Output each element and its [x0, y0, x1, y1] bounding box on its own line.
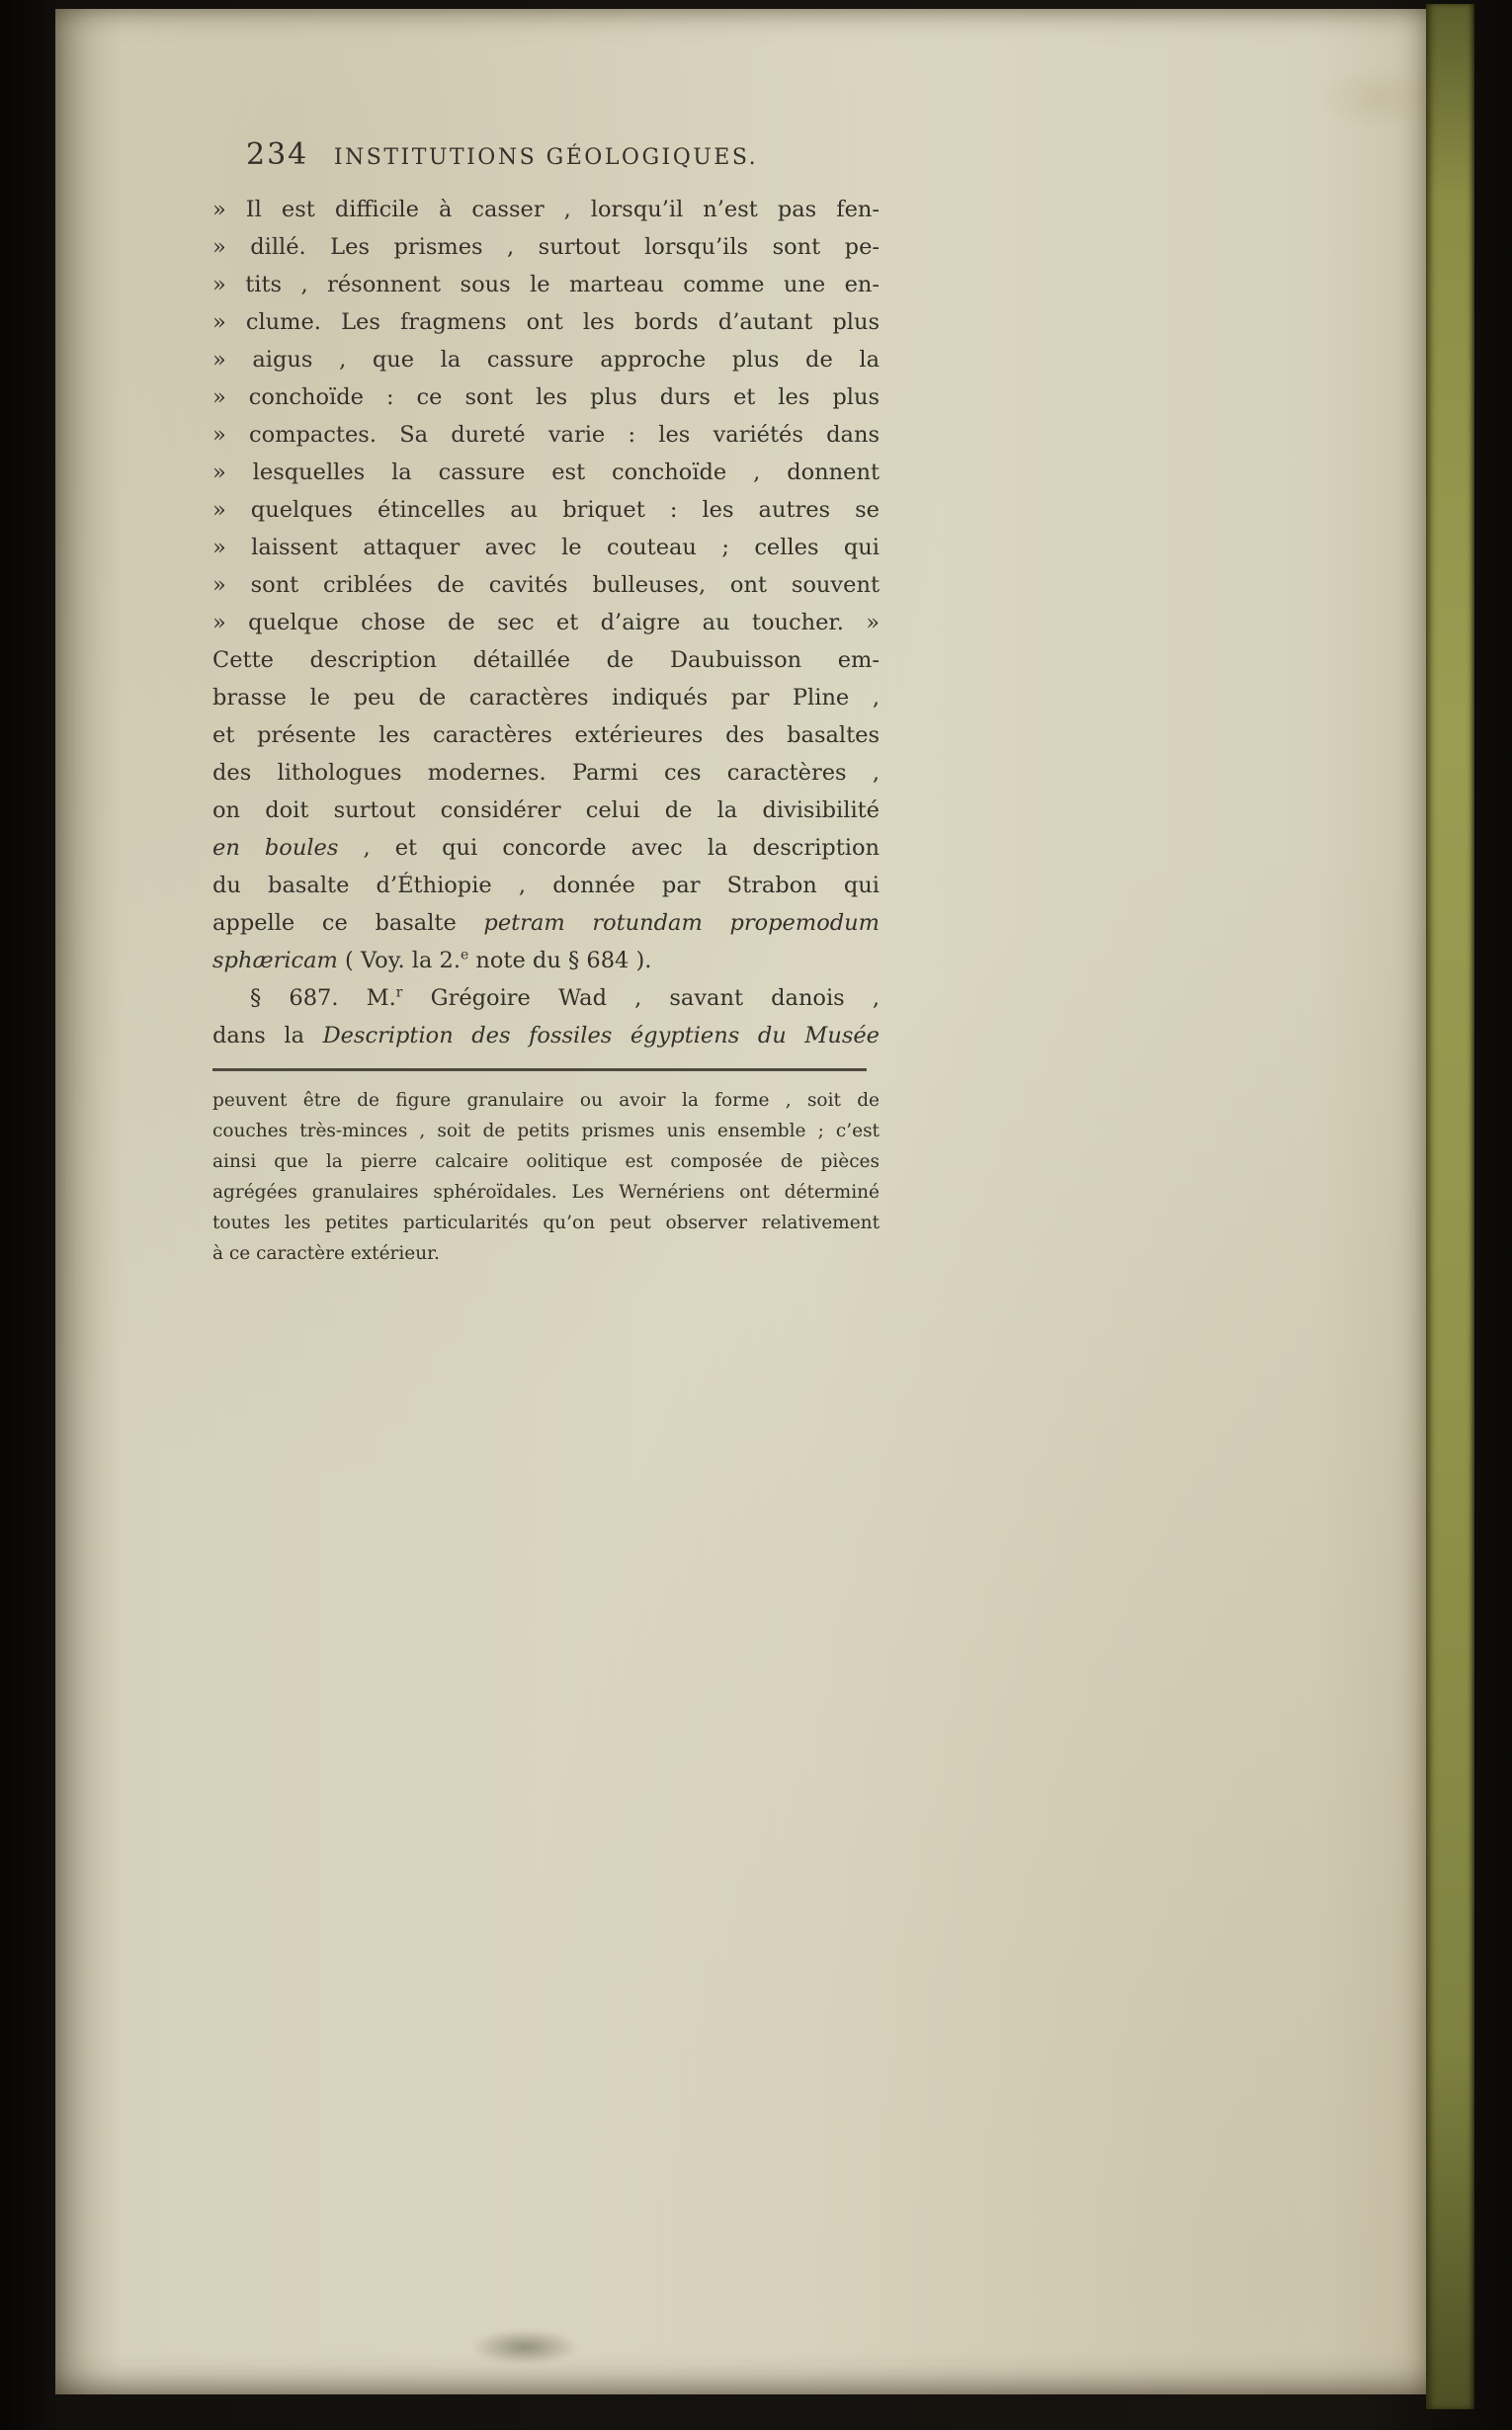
text-line	[212, 1208, 880, 1238]
text-segment: » conchoïde : ce sont les plus durs et les plus	[212, 384, 880, 410]
text-line	[212, 867, 880, 904]
text-segment: e	[460, 947, 469, 964]
footnote-separator-rule	[212, 1068, 867, 1071]
text-segment: on doit surtout considérer celui de la divisibilité	[212, 797, 880, 823]
text-segment: ( Voy. la 2.	[337, 948, 461, 973]
text-segment: des lithologues modernes. Parmi ces caractères ,	[212, 760, 880, 786]
text-segment: » lesquelles la cassure est conchoïde , donnent	[212, 460, 880, 485]
text-line	[212, 604, 880, 641]
text-segment: » quelque chose de sec et d’aigre au toucher. »	[212, 610, 880, 635]
text-segment: brasse le peu de caractères indiqués par Pline ,	[212, 685, 880, 711]
text-line	[212, 716, 880, 754]
text-segment: ainsi que la pierre calcaire oolitique est composée de pièces	[212, 1151, 880, 1172]
text-line	[212, 1116, 880, 1146]
text-line	[212, 979, 880, 1017]
text-line	[212, 1085, 880, 1116]
text-segment: , et qui concorde avec la description	[338, 835, 880, 861]
italic-text-segment: sphæricam	[212, 948, 338, 973]
text-segment: appelle ce basalte	[212, 910, 484, 936]
text-line	[212, 191, 880, 228]
text-line	[212, 1238, 880, 1269]
text-line	[212, 679, 880, 716]
text-line	[212, 829, 880, 867]
text-line	[212, 792, 880, 829]
text-line	[212, 378, 880, 416]
text-line	[212, 566, 880, 604]
text-segment: à ce caractère extérieur.	[212, 1243, 440, 1264]
text-segment: » clume. Les fragmens ont les bords d’autant plus	[212, 309, 880, 335]
text-line	[212, 904, 880, 942]
italic-text-segment: petram rotundam propemodum	[483, 910, 880, 936]
italic-text-segment: en boules	[212, 835, 339, 861]
footnote-text	[212, 1085, 880, 1269]
text-segment: Cette description détaillée de Daubuisson em-	[212, 647, 880, 673]
text-line	[212, 942, 880, 979]
text-segment: » quelques étincelles au briquet : les autres se	[212, 497, 880, 523]
book-page	[55, 9, 1426, 2394]
text-segment: » laissent attaquer avec le couteau ; celles qui	[212, 535, 880, 560]
paper-stain	[1320, 68, 1439, 127]
text-segment: » sont criblées de cavités bulleuses, ont souvent	[212, 572, 880, 598]
text-line	[212, 416, 880, 454]
text-segment: dans la	[212, 1023, 323, 1048]
text-line	[212, 1017, 880, 1054]
page-number: 234	[246, 137, 309, 172]
text-line	[212, 454, 880, 491]
text-segment: agrégées granulaires sphéroïdales. Les Wernériens ont déterminé	[212, 1182, 880, 1203]
text-segment: Grégoire Wad , savant danois ,	[402, 985, 880, 1011]
text-segment: note du § 684 ).	[468, 948, 652, 973]
book-page-edges-strip	[1426, 4, 1474, 2409]
text-segment: § 687. M.	[250, 985, 396, 1011]
text-line	[212, 228, 880, 266]
smudge-mark	[470, 2329, 579, 2365]
text-segment: toutes les petites particularités qu’on peut observer relativement	[212, 1213, 880, 1233]
running-title: INSTITUTIONS GÉOLOGIQUES.	[333, 145, 759, 170]
text-segment: » aigus , que la cassure approche plus de la	[212, 347, 880, 373]
page-header	[212, 137, 880, 181]
text-line	[212, 341, 880, 378]
text-segment: » dillé. Les prismes , surtout lorsqu’ils sont pe-	[212, 234, 880, 260]
text-line	[212, 303, 880, 341]
body-text	[212, 191, 880, 1054]
text-segment: » tits , résonnent sous le marteau comme une en-	[212, 272, 880, 297]
text-line	[212, 491, 880, 529]
text-segment: du basalte d’Éthiopie , donnée par Strabon qui	[212, 873, 880, 898]
text-segment: peuvent être de figure granulaire ou avoir la forme , soit de	[212, 1090, 880, 1111]
text-line	[212, 529, 880, 566]
text-segment: r	[395, 984, 403, 1001]
text-segment: couches très-minces , soit de petits prismes unis ensemble ; c’est	[212, 1121, 880, 1141]
text-segment: » Il est difficile à casser , lorsqu’il n’est pas fen-	[212, 197, 880, 222]
text-line	[212, 1146, 880, 1177]
italic-text-segment: Description des fossiles égyptiens du Musée	[322, 1023, 880, 1048]
text-line	[212, 754, 880, 792]
text-segment: » compactes. Sa dureté varie : les variétés dans	[212, 422, 880, 448]
text-line	[212, 266, 880, 303]
text-line	[212, 641, 880, 679]
text-segment: et présente les caractères extérieures des basaltes	[212, 722, 880, 748]
text-line	[212, 1177, 880, 1208]
